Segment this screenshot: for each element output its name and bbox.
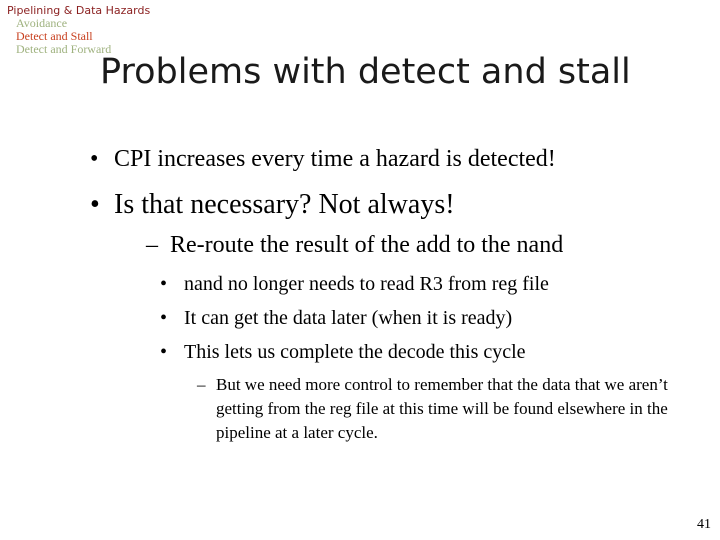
bullet-marker: • xyxy=(90,146,99,172)
page-number: 41 xyxy=(697,517,711,532)
nav-item-detect-and-stall[interactable]: Detect and Stall xyxy=(16,29,93,43)
bullet-marker: • xyxy=(90,189,100,220)
sub-bullet-text: Re-route the result of the add to the nand xyxy=(170,232,564,258)
nav-item-avoidance[interactable]: Avoidance xyxy=(16,16,68,30)
bullet-marker: • xyxy=(160,273,168,295)
bullet-marker: • xyxy=(160,341,168,363)
bullet-marker: • xyxy=(160,307,168,329)
nav-title: Pipelining & Data Hazards xyxy=(7,4,151,17)
note-bullet xyxy=(197,373,697,445)
sub-bullet-reroute xyxy=(146,232,563,259)
sub-sub-bullet-1 xyxy=(160,273,549,296)
sub-sub-bullet-text: It can get the data later (when it is ready) xyxy=(184,307,513,329)
dash-marker: – xyxy=(146,232,158,258)
sub-sub-bullet-2 xyxy=(160,307,512,330)
note-text: But we need more control to remember that the data that we aren’t getting from the reg file at this time will be found elsewhere in the pipeline at a later cycle. xyxy=(216,375,668,442)
slide-title: Problems with detect and stall xyxy=(100,52,631,92)
dash-marker: – xyxy=(197,375,206,394)
bullet-necessary xyxy=(90,189,455,221)
sub-sub-bullet-3 xyxy=(160,341,526,364)
bullet-text: CPI increases every time a hazard is detected! xyxy=(114,146,556,172)
bullet-cpi xyxy=(90,146,556,173)
bullet-text: Is that necessary? Not always! xyxy=(114,189,455,220)
sub-sub-bullet-text: nand no longer needs to read R3 from reg file xyxy=(184,273,549,295)
sub-sub-bullet-text: This lets us complete the decode this cycle xyxy=(184,341,526,363)
nav-item-detect-and-forward[interactable]: Detect and Forward xyxy=(16,42,112,56)
section-nav xyxy=(7,4,150,56)
